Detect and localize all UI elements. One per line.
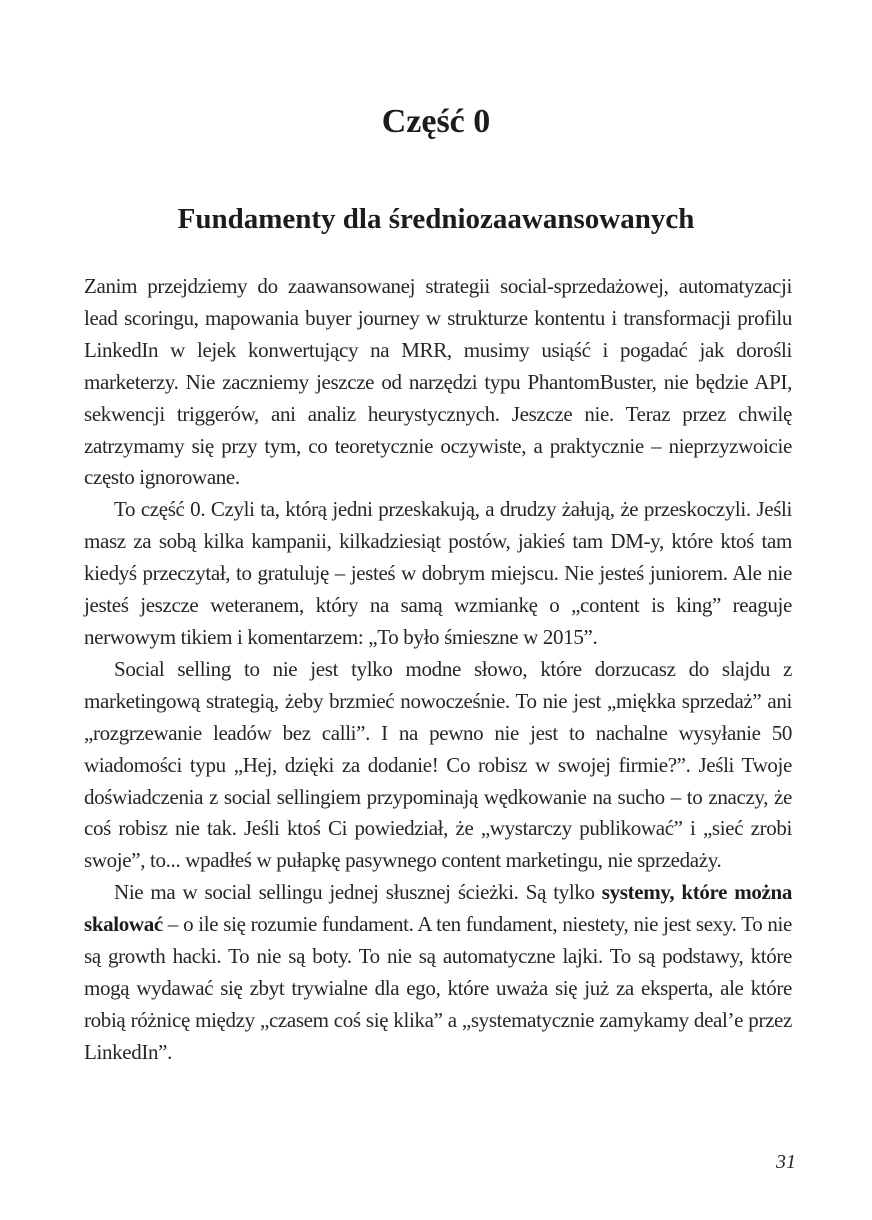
chapter-title: Fundamenty dla średniozaawansowanych (177, 203, 695, 235)
paragraph-4-text-after-bold: – o ile się rozumie fundament. A ten fundament, niestety, nie jest sexy. To nie są growth hacki. To nie są boty. To nie są automatyczne lajki. To są podstawy, które mogą wydawać się zbyt trywialne dla ego, które uważa się już za eksperta, ale które robią różnicę między „czasem coś się klika” a „systematycznie zamykamy deal’e przez LinkedIn”. (84, 912, 792, 1064)
paragraph-1: Zanim przejdziemy do zaawansowanej strategii social-sprzedażowej, automatyzacji lead scoringu, mapowania buyer journey w strukturze kontentu i transformacji profilu LinkedIn w lejek konwertujący na MRR, musimy usiąść i pogadać jak dorośli marketerzy. Nie zaczniemy jeszcze od narzędzi typu PhantomBuster, nie będzie API, sekwencji triggerów, ani analiz heurystycznych. Jeszcze nie. Teraz przez chwilę zatrzymamy się przy tym, co teoretycznie oczywiste, a praktycznie – nieprzyzwoicie często ignorowane. (84, 274, 792, 490)
paragraph-2: To część 0. Czyli ta, którą jedni przeskakują, a drudzy żałują, że przeskoczyli. Jeśli masz za sobą kilka kampanii, kilkadziesiąt postów, jakieś tam DM-y, które ktoś tam kiedyś przeczytał, to gratuluję – jesteś w dobrym miejscu. Nie jesteś juniorem. Ale nie jesteś jeszcze weteranem, który na samą wzmiankę o „content is king” reaguje nerwowym tikiem i komentarzem: „To było śmieszne w 2015”. (84, 497, 792, 649)
paragraph-4-text-before-bold: Nie ma w social sellingu jednej słusznej ścieżki. Są tylko (114, 880, 602, 905)
body-text (84, 271, 792, 1069)
paragraph-4 (84, 877, 792, 1068)
bold-emphasis: systemy, które można skalować (84, 880, 792, 937)
page-number: 31 (776, 1151, 796, 1173)
part-title: Część 0 (381, 103, 491, 140)
paragraph-3: Social selling to nie jest tylko modne słowo, które dorzucasz do slajdu z marketingową strategią, żeby brzmieć nowocześnie. To nie jest „miękka sprzedaż” ani „rozgrzewanie leadów bez calli”. I na pewno nie jest to nachalne wysyłanie 50 wiadomości typu „Hej, dzięki za dodanie! Co robisz w swojej firmie?”. Jeśli Twoje doświadczenia z social sellingiem przypominają wędkowanie na sucho – to znaczy, że coś robisz nie tak. Jeśli ktoś Ci powiedział, że „wystarczy publikować” i „sieć zrobi swoje”, to... wpadłeś w pułapkę pasywnego content marketingu, nie sprzedaży. (84, 656, 792, 873)
